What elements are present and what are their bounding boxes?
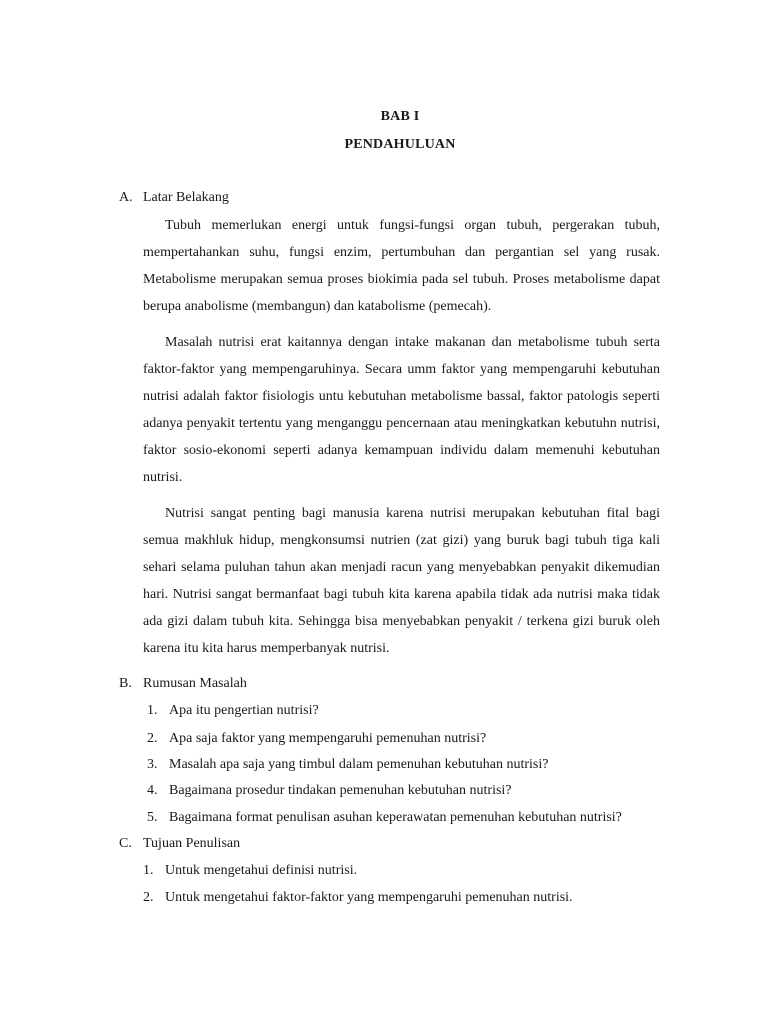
section-c-heading	[119, 836, 240, 852]
section-a-title: Latar Belakang	[143, 190, 229, 205]
section-c-title: Tujuan Penulisan	[143, 836, 241, 851]
paragraph-1: Tubuh memerlukan energi untuk fungsi-fungsi organ tubuh, pergerakan tubuh, mempertahankan suhu, fungsi enzim, pertumbuhan dan pergantian sel yang rusak. Metabolisme merupakan semua proses biokimia pada sel tubuh. Proses metabolisme dapat berupa anabolisme (membangun) dan katabolisme (pemecah).	[143, 218, 660, 314]
list-item	[147, 703, 319, 719]
list-item-number: 2.	[147, 731, 158, 746]
paragraph-2: Masalah nutrisi erat kaitannya dengan intake makanan dan metabolisme tubuh serta faktor-faktor yang mempengaruhinya. Secara umm faktor yang mempengaruhi kebutuhan nutrisi adalah faktor fisiologis untu kebutuhan metabolisme bassal, faktor patologis seperti adanya penyakit tertentu yang menganggu pencernaan atau meningkatkan kebutuhn nutrisi, faktor sosio-ekonomi seperti adanya kemampuan individu dalam memenuhi kebutuhan nutrisi.	[143, 335, 660, 485]
list-item-number: 3.	[147, 757, 158, 772]
list-item-text: Untuk mengetahui faktor-faktor yang mempengaruhi pemenuhan nutrisi.	[165, 890, 573, 905]
list-item-number: 1.	[143, 863, 154, 878]
list-item	[147, 757, 548, 773]
section-b-title: Rumusan Masalah	[143, 676, 247, 691]
chapter-label: BAB I	[380, 109, 420, 124]
list-item-text: Apa saja faktor yang mempengaruhi pemenuhan nutrisi?	[169, 731, 487, 746]
section-c-letter: C.	[119, 836, 132, 851]
list-item-number: 1.	[147, 703, 158, 718]
list-item-text: Masalah apa saja yang timbul dalam pemenuhan kebutuhan nutrisi?	[169, 757, 549, 772]
list-item-text: Apa itu pengertian nutrisi?	[169, 703, 319, 718]
list-item-number: 4.	[147, 783, 158, 798]
list-item	[147, 783, 512, 799]
section-a-letter: A.	[119, 190, 133, 205]
list-item-text: Untuk mengetahui definisi nutrisi.	[165, 863, 358, 878]
section-b-heading	[119, 676, 247, 692]
list-item-text: Bagaimana prosedur tindakan pemenuhan kebutuhan nutrisi?	[169, 783, 512, 798]
section-a-heading	[119, 190, 229, 206]
list-item	[143, 863, 357, 879]
list-item	[147, 810, 622, 826]
list-item-text: Bagaimana format penulisan asuhan keperawatan pemenuhan kebutuhan nutrisi?	[169, 810, 622, 825]
chapter-title: PENDAHULUAN	[344, 137, 456, 152]
paragraph-3: Nutrisi sangat penting bagi manusia karena nutrisi merupakan kebutuhan fital bagi semua makhluk hidup, mengkonsumsi nutrien (zat gizi) yang buruk bagi tubuh tiga kali sehari selama puluhan tahun akan menjadi racun yang menyebabkan penyakit dikemudian hari. Nutrisi sangat bermanfaat bagi tubuh kita karena apabila tidak ada nutrisi maka tidak ada gizi dalam tubuh kita. Sehingga bisa menyebabkan penyakit / terkena gizi buruk oleh karena itu kita harus memperbanyak nutrisi.	[143, 506, 660, 656]
list-item	[147, 731, 486, 747]
list-item	[143, 890, 573, 906]
section-b-letter: B.	[119, 676, 132, 691]
list-item-number: 5.	[147, 810, 158, 825]
list-item-number: 2.	[143, 890, 154, 905]
